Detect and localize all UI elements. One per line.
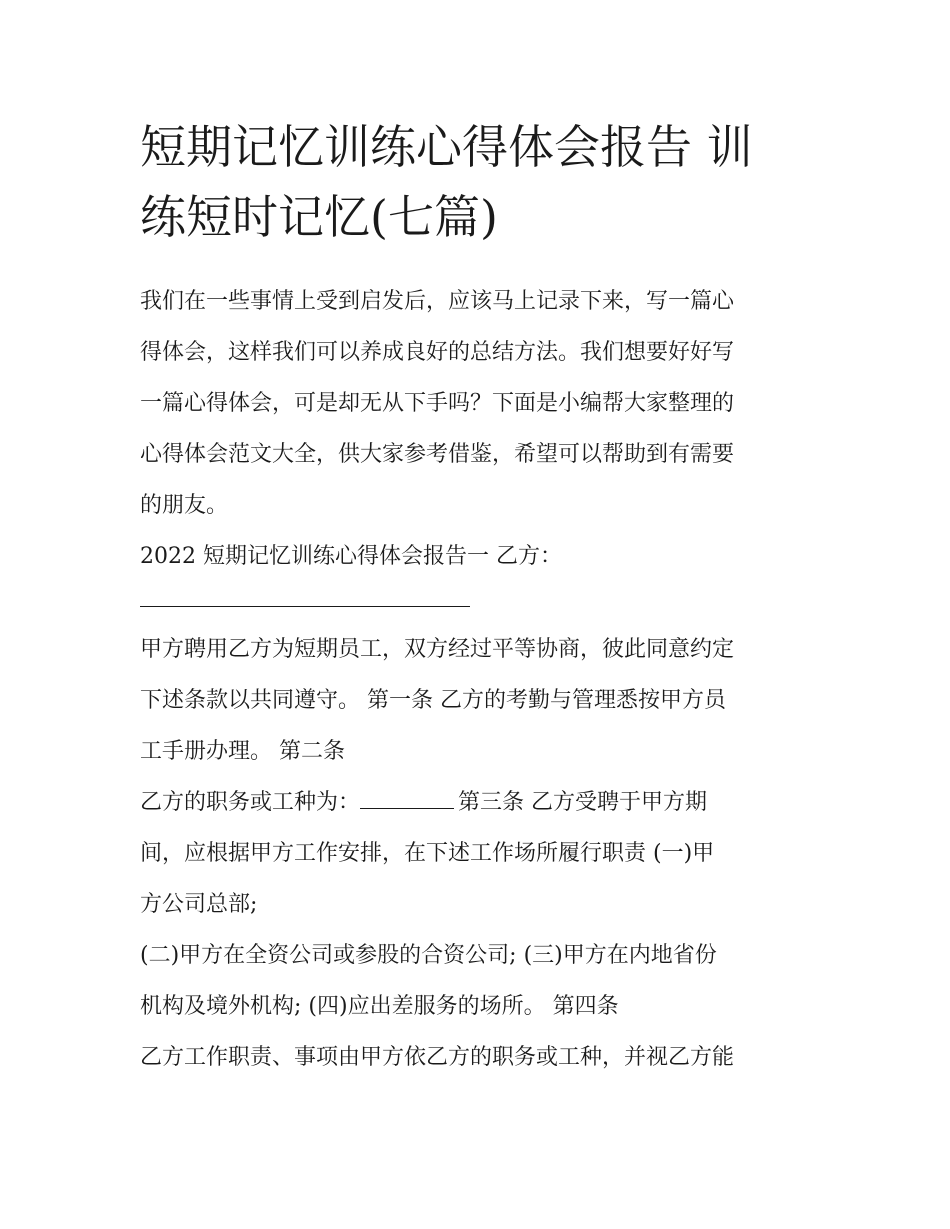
- contract-line-5: 间，应根据甲方工作安排，在下述工作场所履行职责 (一)甲: [140, 841, 715, 866]
- duty-line-suffix: 第三条 乙方受聘于甲方期: [458, 790, 708, 815]
- document-title: [140, 112, 820, 252]
- intro-line-4: 心得体会范文大全，供大家参考借鉴，希望可以帮助到有需要: [140, 442, 735, 467]
- contract-line-6: 方公司总部;: [140, 892, 258, 917]
- section-heading-text: 2022 短期记忆训练心得体会报告一 乙方：: [140, 544, 562, 569]
- section-heading: [140, 531, 820, 582]
- duty-line: [140, 777, 820, 828]
- contract-line-3: 工手册办理。 第二条: [140, 739, 345, 764]
- intro-line-3: 一篇心得体会，可是却无从下手吗？下面是小编帮大家整理的: [140, 391, 735, 416]
- intro-paragraph: [140, 276, 820, 531]
- duty-line-prefix: 乙方的职务或工种为：: [140, 790, 361, 815]
- contract-line-1: 甲方聘用乙方为短期员工，双方经过平等协商，彼此同意约定: [140, 637, 735, 662]
- intro-line-2: 得体会，这样我们可以养成良好的总结方法。我们想要好好写: [140, 340, 735, 365]
- contract-line-8: 机构及境外机构; (四)应出差服务的场所。 第四条: [140, 994, 619, 1019]
- intro-line-1: 我们在一些事情上受到启发后，应该马上记录下来，写一篇心: [140, 289, 735, 314]
- intro-line-5: 的朋友。: [140, 493, 229, 518]
- contract-line-9: 乙方工作职责、事项由甲方依乙方的职务或工种，并视乙方能: [140, 1045, 735, 1070]
- signature-blank-line: [140, 606, 470, 607]
- duty-blank: [360, 788, 454, 809]
- contract-line-7: (二)甲方在全资公司或参股的合资公司; (三)甲方在内地省份: [140, 943, 717, 968]
- title-line-1: 短期记忆训练心得体会报告 训: [140, 120, 753, 174]
- title-line-2: 练短时记忆(七篇): [140, 190, 498, 244]
- contract-paragraph: [140, 624, 820, 1083]
- contract-line-2: 下述条款以共同遵守。 第一条 乙方的考勤与管理悉按甲方员: [140, 688, 726, 713]
